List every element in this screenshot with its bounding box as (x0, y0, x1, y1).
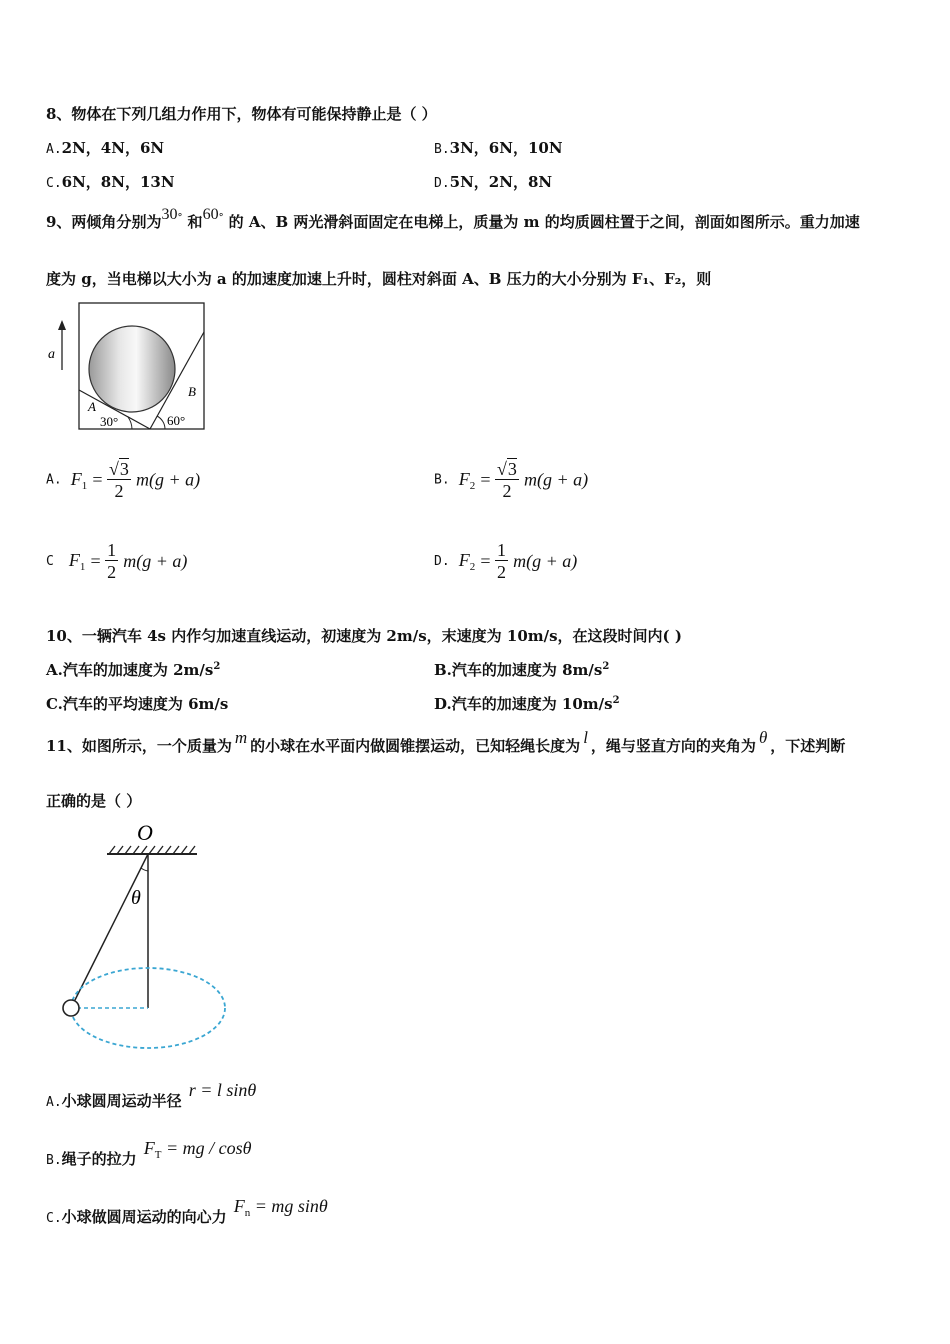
q8-stem: 8、物体在下列几组力作用下，物体有可能保持静止是（ ） (46, 105, 437, 123)
q9-figure (44, 300, 210, 432)
q10-option-d: D.汽车的加速度为 $10m/s^2$ (434, 695, 620, 713)
q11-stem-line1: 11、如图所示，一个质量为 m 的小球在水平面内做圆锥摆运动，已知轻绳长度为 l ，绳与竖直方向的夹角为 θ ，下述判断 (46, 728, 846, 755)
q11-stem-line2: 正确的是（ ） (46, 792, 142, 810)
accel-label: a (48, 347, 55, 362)
angle-b-label: 60° (167, 413, 186, 428)
ceiling-hatch (109, 846, 195, 854)
q11-option-c: $_{C.}$小球做圆周运动的向心力 $F_n$ = mg sinθ (46, 1196, 328, 1226)
q10-option-b: B.汽车的加速度为 $8m/s^2$ (434, 661, 610, 679)
q9-option-a: A. $F_1$ = $\frac{√3}{2}$ m(g + a) (46, 459, 201, 501)
accel-arrowhead (58, 320, 66, 330)
incline-b-label: B (188, 384, 196, 399)
q9-option-d: D. $F_2$ = $\frac{1}{2}$ m(g + a) (434, 540, 578, 582)
q9-option-c: C $F_1$ = $\frac{1}{2}$ m(g + a) (46, 540, 188, 582)
q8-option-d: D.5N，2N，8N (434, 173, 553, 191)
theta-arc (141, 868, 148, 871)
incline-a-label: A (88, 399, 96, 414)
q11-option-a: $_{A.}$小球圆周运动半径 r = l sinθ (46, 1080, 257, 1110)
angle-a-label: 30° (100, 414, 119, 429)
q9-stem-line2: 度为 g，当电梯以大小为 a 的加速度加速上升时，圆柱对斜面 A、B 压力的大小分别为 F₁、F₂，则 (46, 270, 712, 288)
q8-option-a: A.2N，4N，6N (46, 139, 165, 157)
q10-option-a: A.汽车的加速度为 $2m/s^2$ (46, 661, 221, 679)
q9-stem-line1: 9、两倾角分别为30° 和60° 的 A、B 两光滑斜面固定在电梯上，质量为 m 的均质圆柱置于之间，剖面如图所示。重力加速 (46, 206, 860, 231)
rope (73, 854, 148, 1004)
cylinder (89, 326, 175, 412)
q10-stem: 10、一辆汽车 4s 内作匀加速直线运动，初速度为 2m/s，末速度为 10m/s，在这段时间内( ) (46, 627, 682, 645)
q8-option-b: B.3N，6N，10N (434, 139, 563, 157)
ball (63, 1000, 79, 1016)
q11-option-b: $_{B.}$绳子的拉力 $F_T$ = mg / cosθ (46, 1138, 252, 1168)
q10-option-c: C.汽车的平均速度为 6m/s (46, 695, 229, 713)
pivot-label: O (137, 820, 153, 845)
q11-figure (55, 816, 235, 1056)
angle-arc-b (157, 416, 165, 429)
theta-label: θ (131, 887, 141, 909)
q9-option-b: B. $F_2$ = $\frac{√3}{2}$ m(g + a) (434, 459, 589, 501)
q8-option-c: C.6N，8N，13N (46, 173, 175, 191)
